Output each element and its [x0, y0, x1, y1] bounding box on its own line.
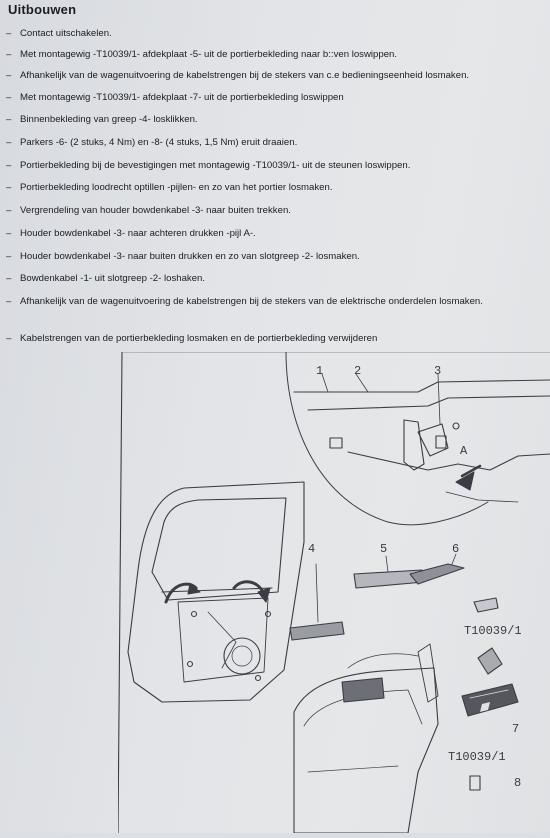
callout-1: 1 — [316, 364, 324, 378]
list-marker: – — [6, 333, 12, 344]
list-marker: – — [6, 273, 12, 284]
leader-5 — [386, 556, 388, 572]
list-item-text: Afhankelijk van de wagenuitvoering de kabelstrengen bij de stekers van c.e bedieningseenheid losmaken. — [20, 70, 470, 81]
inset-rod — [294, 380, 550, 392]
door-window-sill — [162, 588, 272, 592]
callout-a: A — [460, 444, 468, 458]
callout-6: 6 — [452, 542, 460, 556]
inset-lock-handle — [404, 420, 424, 470]
inset-latch — [330, 438, 342, 448]
speaker-opening — [224, 638, 260, 674]
door-window-opening — [152, 498, 286, 600]
list-item-text: Portierbekleding bij de bevestigingen met montagewig -T10039/1- uit de steunen loswippen. — [20, 160, 411, 171]
trim-handle-recess — [342, 678, 384, 702]
leader-4 — [316, 564, 318, 622]
part-8-screw — [470, 776, 480, 790]
list-item-text: Met montagewig -T10039/1- afdekplaat -5- uit de portierbekleding naar b::ven loswippen. — [20, 49, 398, 60]
callout-4: 4 — [308, 542, 316, 556]
fastener — [192, 612, 197, 617]
list-marker: – — [6, 92, 12, 103]
callout-7: 7 — [512, 722, 520, 736]
list-marker: – — [6, 28, 12, 39]
callout-tool-lower: T10039/1 — [448, 750, 506, 764]
list-item-text: Afhankelijk van de wagenuitvoering de kabelstrengen bij de stekers van de elektrische onderdelen losmaken. — [20, 296, 483, 307]
list-item-text: Portierbekleding loodrecht optillen -pijlen- en zo van het portier losmaken. — [20, 182, 333, 193]
callout-5: 5 — [380, 542, 388, 556]
list-marker: – — [6, 182, 12, 193]
list-marker: – — [6, 296, 12, 307]
inset-cable — [348, 452, 550, 470]
figure-frame-left — [118, 352, 122, 833]
part-6-screw-trim — [410, 564, 464, 584]
list-item-text: Kabelstrengen van de portierbekleding losmaken en de portierbekleding verwijderen — [20, 333, 378, 344]
part-4-grip-trim — [290, 622, 344, 640]
callout-2: 2 — [354, 364, 362, 378]
callout-8: 8 — [514, 776, 522, 790]
inset-rod-lower — [308, 396, 550, 410]
list-item-text: Vergrendeling van houder bowdenkabel -3- naar buiten trekken. — [20, 205, 291, 216]
list-item-text: Houder bowdenkabel -3- naar achteren drukken -pijl A-. — [20, 228, 256, 239]
fastener — [256, 676, 261, 681]
trim-upper-contour — [348, 654, 418, 668]
list-item-text: Parkers -6- (2 stuks, 4 Nm) en -8- (4 stuks, 1,5 Nm) eruit draaien. — [20, 137, 298, 148]
list-marker: – — [6, 228, 12, 239]
speaker-center — [232, 646, 252, 666]
list-marker: – — [6, 70, 12, 81]
callout-tool-upper: T10039/1 — [464, 624, 522, 638]
trim-pull-handle — [418, 644, 438, 702]
list-marker: – — [6, 49, 12, 60]
list-item-text: Binnenbekleding van greep -4- losklikken. — [20, 114, 198, 125]
fastener — [266, 612, 271, 617]
inset-wire — [446, 492, 518, 502]
list-item-text: Bowdenkabel -1- uit slotgreep -2- loshaken. — [20, 273, 206, 284]
list-marker: – — [6, 114, 12, 125]
tool-part-cover — [478, 648, 502, 674]
inset-bolt — [453, 423, 459, 429]
section-title: Uitbouwen — [8, 2, 77, 17]
list-item-text: Houder bowdenkabel -3- naar buiten drukken en zo van slotgreep -2- losmaken. — [20, 251, 360, 262]
tool-t10039-blade — [474, 598, 498, 612]
part-7-cover-plate — [462, 684, 518, 716]
list-item-text: Contact uitschakelen. — [20, 28, 112, 39]
list-marker: – — [6, 137, 12, 148]
inset-clip — [436, 436, 446, 448]
window-regulator — [208, 612, 236, 668]
exploded-view-figure — [118, 352, 550, 833]
trim-pocket-line — [308, 766, 398, 772]
list-marker: – — [6, 205, 12, 216]
list-item-text: Met montagewig -T10039/1- afdekplaat -7- uit de portierbekleding loswippen — [20, 92, 344, 103]
fastener — [188, 662, 193, 667]
list-marker: – — [6, 160, 12, 171]
list-marker: – — [6, 251, 12, 262]
callout-3: 3 — [434, 364, 442, 378]
